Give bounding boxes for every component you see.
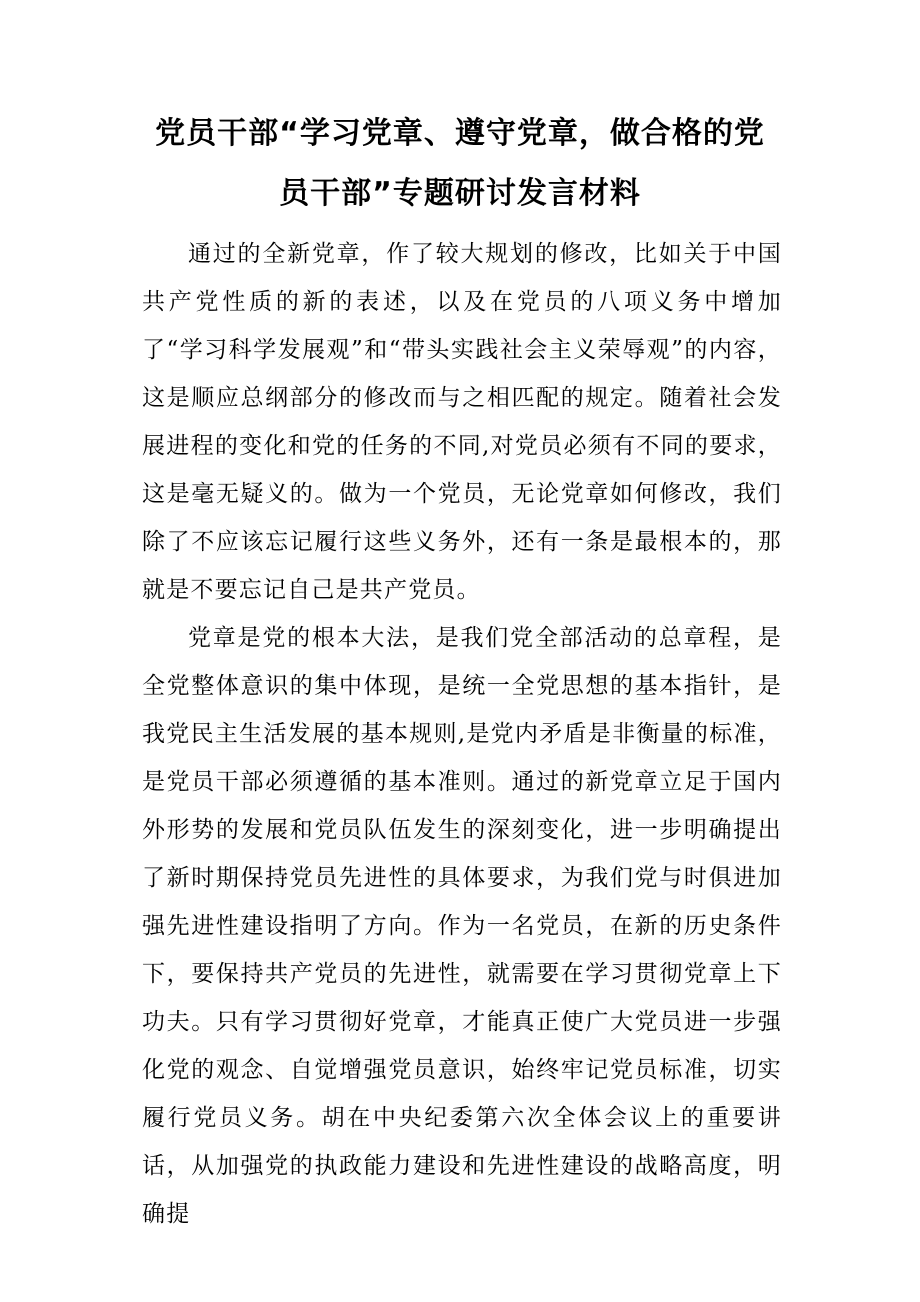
document-title <box>110 104 810 224</box>
document-body <box>142 230 782 1238</box>
paragraph-2: 党章是党的根本大法，是我们党全部活动的总章程，是全党整体意识的集中体现，是统一全党思想的基本指针，是我党民主生活发展的基本规则,是党内矛盾是非衡量的标准，是党员干部必须遵循的基本准则。通过的新党章立足于国内外形势的发展和党员队伍发生的深刻变化，进一步明确提出了新时期保持党员先进性的具体要求，为我们党与时俱进加强先进性建设指明了方向。作为一名党员，在新的历史条件下，要保持共产党员的先进性，就需要在学习贯彻党章上下功夫。只有学习贯彻好党章，才能真正使广大党员进一步强化党的观念、自觉增强党员意识，始终牢记党员标准，切实履行党员义务。胡在中央纪委第六次全体会议上的重要讲话，从加强党的执政能力建设和先进性建设的战略高度，明确提 <box>142 625 782 1227</box>
title-line-1: 党员干部“学习党章、遵守党章，做合格的党 <box>155 116 765 151</box>
paragraph-1: 通过的全新党章，作了较大规划的修改，比如关于中国共产党性质的新的表述，以及在党员的八项义务中增加了“学习科学发展观”和“带头实践社会主义荣辱观”的内容，这是顺应总纲部分的修改而与之相匹配的规定。随着社会发展进程的变化和党的任务的不同,对党员必须有不同的要求，这是毫无疑义的。做为一个党员，无论党章如何修改，我们除了不应该忘记履行这些义务外，还有一条是最根本的，那就是不要忘记自己是共产党员。 <box>142 241 782 603</box>
title-line-2: 员干部”专题研讨发言材料 <box>279 176 641 211</box>
